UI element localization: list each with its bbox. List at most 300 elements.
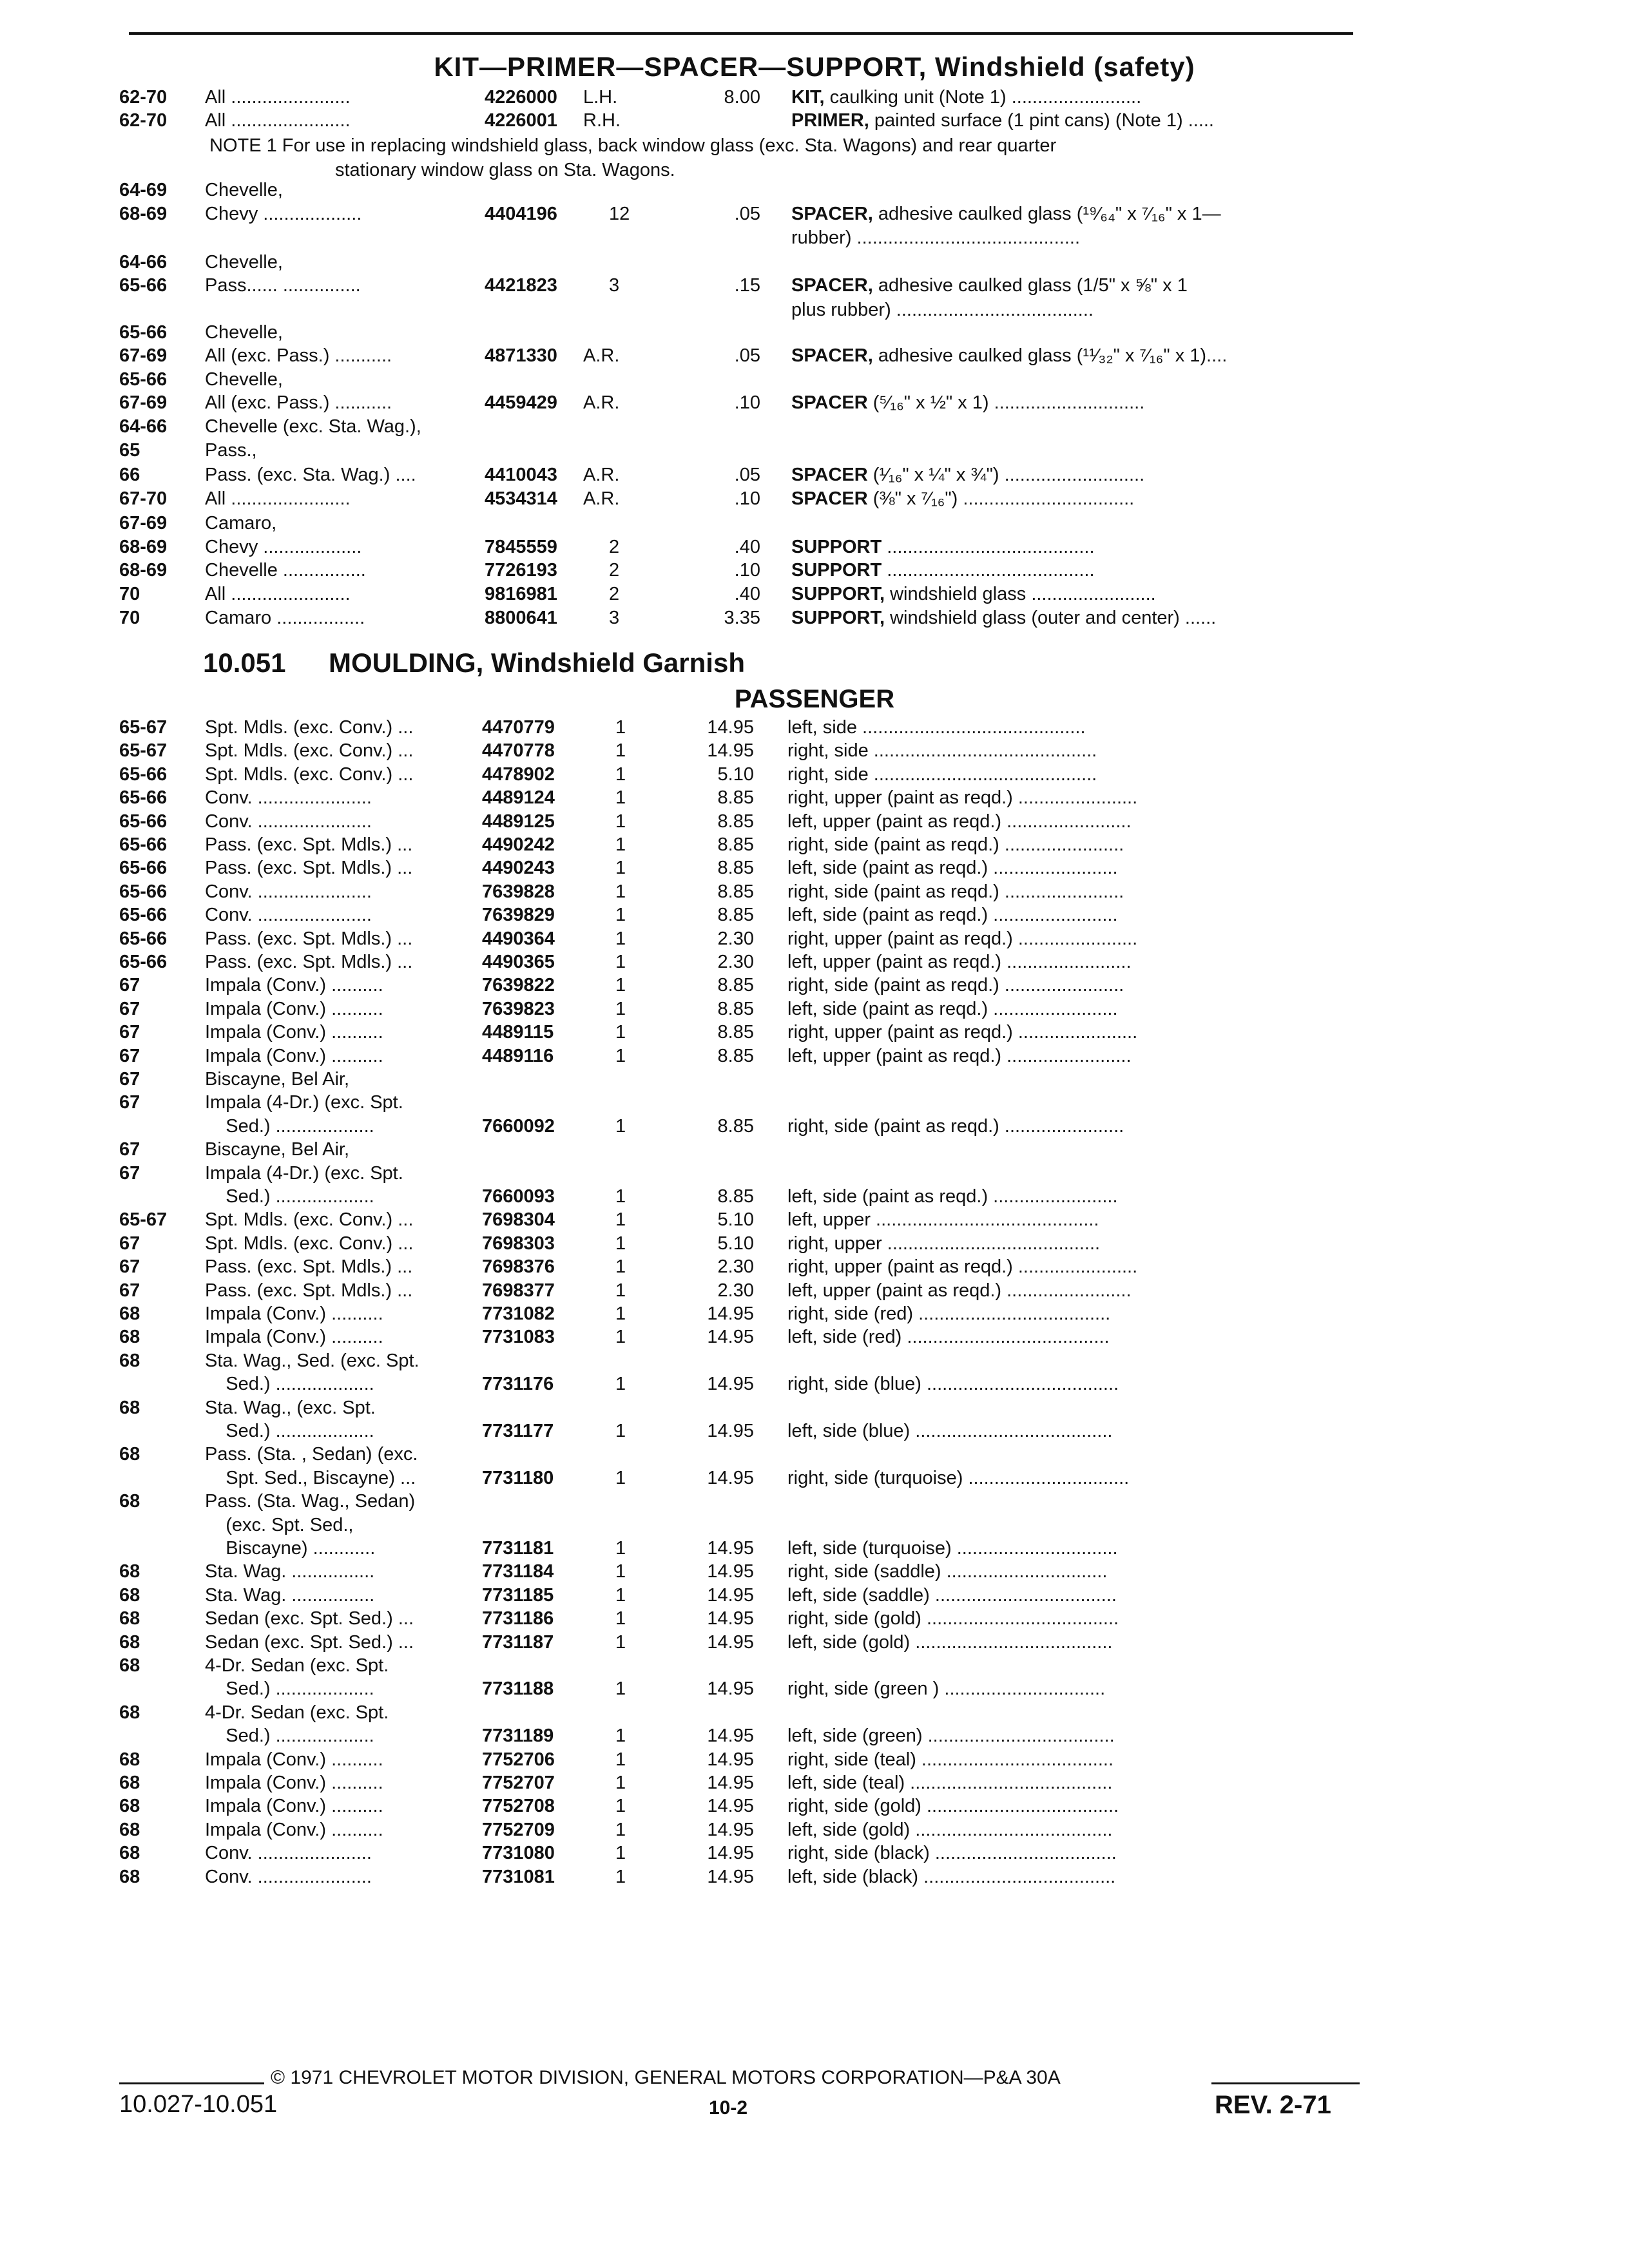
- part-number: 7731082: [482, 1303, 555, 1324]
- description-keyword: SPACER: [791, 465, 868, 485]
- description-keyword: SPACER,: [791, 275, 873, 296]
- application: Pass. (exc. Spt. Mdls.) ...: [205, 858, 413, 879]
- part-number: 4470779: [482, 717, 555, 738]
- price: 8.85: [717, 998, 754, 1019]
- kit-row: [0, 85, 1629, 110]
- year-range: 65-67: [119, 717, 168, 738]
- quantity: 1: [615, 1631, 626, 1653]
- quantity: 1: [615, 787, 626, 809]
- description: right, side (teal) .....................................: [787, 1749, 1114, 1770]
- price: 14.95: [707, 1608, 754, 1629]
- price: 8.85: [717, 858, 754, 879]
- quantity: 1: [615, 1421, 626, 1441]
- application: Impala (Conv.) ..........: [205, 1303, 383, 1324]
- moulding-row: [0, 1161, 1629, 1186]
- application: Impala (4-Dr.) (exc. Spt.: [205, 1092, 403, 1113]
- quantity: 1: [615, 740, 626, 762]
- moulding-row: [0, 1653, 1629, 1678]
- part-number: 7731181: [482, 1538, 554, 1559]
- application: All (exc. Pass.) ...........: [205, 392, 392, 413]
- price: .10: [734, 392, 760, 413]
- moulding-row: [0, 1865, 1629, 1889]
- year-range: 65-66: [119, 952, 168, 972]
- application: Sed.) ...................: [205, 1115, 374, 1137]
- moulding-row: [0, 1442, 1629, 1466]
- description: left, side (turquoise) ...............................: [787, 1538, 1118, 1559]
- moulding-row: [0, 1044, 1629, 1068]
- year-range: 70: [119, 608, 140, 628]
- year-range: 65-66: [119, 787, 168, 809]
- part-number: 7698303: [482, 1233, 555, 1254]
- kit-row: [0, 273, 1629, 298]
- quantity: 1: [615, 858, 626, 879]
- part-number: 7731081: [482, 1866, 555, 1887]
- description: [791, 463, 1358, 487]
- quantity: 1: [615, 975, 626, 996]
- year-range: 68: [119, 1819, 140, 1840]
- year-range: 65-67: [119, 1209, 168, 1231]
- price: 14.95: [707, 1584, 754, 1606]
- application: Chevelle,: [205, 252, 283, 273]
- description: right, upper (paint as reqd.) .......................: [787, 1022, 1138, 1043]
- year-range: 68: [119, 1749, 140, 1770]
- moulding-row: [0, 973, 1629, 997]
- application: Spt. Mdls. (exc. Conv.) ...: [205, 1233, 414, 1254]
- price: 14.95: [707, 740, 754, 762]
- moulding-row: [0, 1231, 1629, 1256]
- description: right, side (turquoise) ...............................: [787, 1467, 1130, 1488]
- year-range: 67-69: [119, 513, 168, 533]
- description: left, upper (paint as reqd.) ........................: [787, 1045, 1132, 1066]
- year-range: 66: [119, 465, 140, 485]
- application: Impala (Conv.) ..........: [205, 1022, 383, 1043]
- application: Chevelle,: [205, 369, 283, 390]
- description: [791, 390, 1358, 415]
- year-range: 68: [119, 1796, 140, 1817]
- application: All .......................: [205, 87, 351, 108]
- application: Pass. (exc. Spt. Mdls.) ...: [205, 1256, 413, 1278]
- quantity: 12: [609, 204, 630, 224]
- description-keyword: SPACER,: [791, 204, 873, 224]
- part-number: 7731185: [482, 1584, 554, 1606]
- application: Conv. ......................: [205, 787, 372, 809]
- application: Camaro .................: [205, 608, 365, 628]
- description: right, upper (paint as reqd.) .......................: [787, 1256, 1138, 1278]
- application: Pass. (exc. Spt. Mdls.) ...: [205, 1280, 413, 1301]
- description-text: adhesive caulked glass (1/5" x ⅝" x 1: [872, 275, 1188, 296]
- kit-row: [0, 202, 1629, 226]
- description: left, side ...........................................: [787, 717, 1086, 738]
- year-range: 67: [119, 1233, 140, 1254]
- quantity: 1: [615, 1608, 626, 1629]
- part-number: 7698377: [482, 1280, 555, 1301]
- price: 14.95: [707, 1773, 754, 1793]
- part-number: 7731080: [482, 1843, 555, 1864]
- moulding-row: [0, 997, 1629, 1021]
- kit-row: [0, 178, 1629, 202]
- year-range: 67: [119, 1092, 140, 1113]
- application: Spt. Mdls. (exc. Conv.) ...: [205, 764, 414, 785]
- moulding-row: [0, 1137, 1629, 1162]
- year-range: 68: [119, 1491, 140, 1512]
- footer-copyright: © 1971 CHEVROLET MOTOR DIVISION, GENERAL MOTORS CORPORATION—P&A 30A: [271, 2067, 1061, 2088]
- quantity: 1: [615, 1796, 626, 1817]
- price: 14.95: [707, 1538, 754, 1559]
- moulding-row: [0, 1677, 1629, 1701]
- application: Pass. (Sta. Wag., Sedan): [205, 1491, 416, 1512]
- moulding-row: [0, 785, 1629, 810]
- moulding-row: [0, 1396, 1629, 1420]
- part-number: 4421823: [485, 275, 557, 296]
- year-range: 65-66: [119, 858, 168, 879]
- moulding-row: [0, 1489, 1629, 1514]
- footer-rule-left: [119, 2082, 264, 2084]
- description: right, side ...........................................: [787, 764, 1097, 785]
- kit-row: [0, 250, 1629, 274]
- application: Chevy ...................: [205, 204, 362, 224]
- price: 2.30: [717, 1280, 754, 1301]
- application: Camaro,: [205, 513, 277, 533]
- part-side: A.R.: [583, 465, 620, 485]
- part-number: 9816981: [485, 584, 557, 604]
- price: 2.30: [717, 952, 754, 972]
- year-range: 67-70: [119, 488, 168, 509]
- description: right, side (paint as reqd.) .......................: [787, 1115, 1124, 1137]
- description: left, side (paint as reqd.) ........................: [787, 1186, 1118, 1207]
- year-range: 64-66: [119, 252, 168, 273]
- application: Sta. Wag. ................: [205, 1561, 375, 1582]
- year-range: 67-69: [119, 345, 168, 366]
- year-range: 67: [119, 1022, 140, 1043]
- price: 5.10: [717, 1233, 754, 1254]
- application: Impala (Conv.) ..........: [205, 1819, 383, 1840]
- description: [791, 582, 1358, 606]
- moulding-row: [0, 715, 1629, 740]
- quantity: 1: [615, 764, 626, 785]
- part-number: 7752707: [482, 1773, 555, 1793]
- price: 8.85: [717, 1022, 754, 1043]
- moulding-row: [0, 1700, 1629, 1725]
- part-number: 4490243: [482, 858, 555, 879]
- year-range: 67: [119, 1256, 140, 1278]
- description-text: adhesive caulked glass (¹⁹⁄₆₄" x ⁷⁄₁₆" x 1—: [872, 204, 1221, 224]
- part-number: 7639828: [482, 881, 555, 902]
- part-number: 4490242: [482, 834, 555, 855]
- kit-row: [0, 320, 1629, 345]
- year-range: 62-70: [119, 110, 168, 131]
- application: Sed.) ...................: [205, 1678, 374, 1700]
- year-range: 68: [119, 1584, 140, 1606]
- year-range: 65-66: [119, 811, 168, 832]
- price: 14.95: [707, 1725, 754, 1747]
- kit-row: [0, 414, 1629, 439]
- moulding-row: [0, 1090, 1629, 1115]
- application: Conv. ......................: [205, 1843, 372, 1864]
- part-number: 4478902: [482, 764, 555, 785]
- part-number: 7726193: [485, 560, 557, 581]
- description: left, side (saddle) ...................................: [787, 1584, 1117, 1606]
- application: (exc. Spt. Sed.,: [205, 1514, 354, 1535]
- application: Biscayne, Bel Air,: [205, 1139, 350, 1160]
- description: left, side (paint as reqd.) ........................: [787, 858, 1118, 879]
- description: right, upper (paint as reqd.) .......................: [787, 928, 1138, 949]
- year-range: 68: [119, 1303, 140, 1324]
- year-range: 67: [119, 975, 140, 996]
- application: All .......................: [205, 110, 351, 131]
- moulding-row: [0, 950, 1629, 974]
- description-keyword: SUPPORT: [791, 560, 882, 581]
- description: [791, 202, 1358, 226]
- footer-page-number: 10-2: [709, 2097, 748, 2119]
- moulding-row: [0, 762, 1629, 787]
- moulding-row: [0, 1841, 1629, 1865]
- application: Sed.) ...................: [205, 1421, 374, 1441]
- year-range: 65-66: [119, 369, 168, 390]
- year-range: 65-66: [119, 905, 168, 926]
- note-line-1: NOTE 1 For use in replacing windshield glass, back window glass (exc. Sta. Wagons) and rear quarter: [209, 135, 1057, 156]
- quantity: 1: [615, 1256, 626, 1278]
- description-text: caulking unit (Note 1) .........................: [824, 87, 1142, 108]
- description-keyword: SPACER,: [791, 345, 873, 366]
- part-side: A.R.: [583, 488, 620, 509]
- quantity: 1: [615, 717, 626, 738]
- application: Impala (Conv.) ..........: [205, 1327, 383, 1348]
- part-number: 7752706: [482, 1749, 555, 1770]
- quantity: 1: [615, 1773, 626, 1793]
- kit-row: [0, 438, 1629, 463]
- year-range: 68: [119, 1327, 140, 1348]
- description: left, upper (paint as reqd.) ........................: [787, 1280, 1132, 1301]
- application: Pass. (exc. Spt. Mdls.) ...: [205, 834, 413, 855]
- section-number: 10.051: [203, 648, 286, 678]
- moulding-row: [0, 809, 1629, 834]
- quantity: 1: [615, 1209, 626, 1231]
- footer-rule-right: [1211, 2082, 1360, 2084]
- note-line-2: stationary window glass on Sta. Wagons.: [335, 160, 675, 180]
- moulding-row: [0, 1606, 1629, 1631]
- part-number: 7639829: [482, 905, 555, 926]
- section-heading-kit-primer-spacer-support: KIT—PRIMER—SPACER—SUPPORT, Windshield (safety): [434, 52, 1195, 82]
- description: [791, 558, 1358, 582]
- description-keyword: SUPPORT: [791, 537, 882, 557]
- part-number: 4489116: [482, 1045, 554, 1066]
- description: right, upper .........................................: [787, 1233, 1101, 1254]
- moulding-row: [0, 738, 1629, 763]
- application: Pass...... ...............: [205, 275, 361, 296]
- kit-row: [0, 298, 1629, 322]
- quantity: 1: [615, 1045, 626, 1066]
- quantity: 3: [609, 608, 620, 628]
- application: Impala (Conv.) ..........: [205, 1796, 383, 1817]
- quantity: 1: [615, 905, 626, 926]
- application: Impala (Conv.) ..........: [205, 1749, 383, 1770]
- application: Impala (Conv.) ..........: [205, 975, 383, 996]
- price: 14.95: [707, 1327, 754, 1348]
- description: [791, 108, 1358, 133]
- part-number: 4489124: [482, 787, 555, 809]
- year-range: 70: [119, 584, 140, 604]
- description: left, upper (paint as reqd.) ........................: [787, 952, 1132, 972]
- year-range: 62-70: [119, 87, 168, 108]
- part-number: 4490365: [482, 952, 555, 972]
- application: Pass. (exc. Spt. Mdls.) ...: [205, 928, 413, 949]
- moulding-row: [0, 1278, 1629, 1303]
- description: left, side (gold) ......................................: [787, 1631, 1113, 1653]
- part-number: 7731083: [482, 1327, 555, 1348]
- application: Spt. Mdls. (exc. Conv.) ...: [205, 717, 414, 738]
- top-rule: [129, 32, 1353, 35]
- kit-row: [0, 558, 1629, 582]
- description: right, side (blue) .....................................: [787, 1374, 1119, 1395]
- year-range: 68: [119, 1773, 140, 1793]
- year-range: 65-66: [119, 275, 168, 296]
- moulding-row: [0, 1513, 1629, 1537]
- part-number: 7660092: [482, 1115, 555, 1137]
- part-side: A.R.: [583, 392, 620, 413]
- part-number: 8800641: [485, 608, 557, 628]
- kit-row: [0, 463, 1629, 487]
- part-number: 4410043: [485, 465, 557, 485]
- part-number: 4489125: [482, 811, 555, 832]
- kit-row: [0, 226, 1629, 250]
- quantity: 1: [615, 1280, 626, 1301]
- part-number: 4871330: [485, 345, 557, 366]
- application: Conv. ......................: [205, 1866, 372, 1887]
- part-number: 4490364: [482, 928, 555, 949]
- description: [791, 298, 1358, 322]
- quantity: 1: [615, 1186, 626, 1207]
- application: Sta. Wag., Sed. (exc. Spt.: [205, 1350, 419, 1371]
- moulding-row: [0, 1372, 1629, 1396]
- application: Sed.) ...................: [205, 1725, 374, 1747]
- quantity: 1: [615, 1374, 626, 1395]
- price: 14.95: [707, 1561, 754, 1582]
- price: 14.95: [707, 1374, 754, 1395]
- footer-section-range: 10.027-10.051: [119, 2091, 278, 2118]
- moulding-row: [0, 1630, 1629, 1655]
- part-number: 4470778: [482, 740, 555, 762]
- year-range: 65-66: [119, 834, 168, 855]
- year-range: 68: [119, 1843, 140, 1864]
- year-range: 65-66: [119, 764, 168, 785]
- part-number: 4404196: [485, 204, 557, 224]
- price: 8.00: [724, 87, 760, 108]
- year-range: 68: [119, 1350, 140, 1371]
- description-keyword: SUPPORT,: [791, 584, 885, 604]
- application: All (exc. Pass.) ...........: [205, 345, 392, 366]
- part-number: 7845559: [485, 537, 557, 557]
- description-keyword: PRIMER,: [791, 110, 869, 131]
- part-number: 7698304: [482, 1209, 555, 1231]
- part-number: 4226001: [485, 110, 557, 131]
- application: Biscayne, Bel Air,: [205, 1069, 350, 1090]
- application: Spt. Mdls. (exc. Conv.) ...: [205, 740, 414, 762]
- moulding-row: [0, 1349, 1629, 1373]
- description-text: (¹⁄₁₆" x ¼" x ¾") ...........................: [867, 465, 1145, 485]
- year-range: 68: [119, 1631, 140, 1653]
- year-range: 65-67: [119, 740, 168, 762]
- application: Pass. (exc. Sta. Wag.) ....: [205, 465, 416, 485]
- year-range: 67: [119, 1162, 140, 1184]
- year-range: 67: [119, 1139, 140, 1160]
- description: right, side (paint as reqd.) .......................: [787, 834, 1124, 855]
- part-number: 7731186: [482, 1608, 554, 1629]
- year-range: 64-66: [119, 416, 168, 437]
- part-number: 4459429: [485, 392, 557, 413]
- quantity: 1: [615, 1678, 626, 1700]
- price: 14.95: [707, 1678, 754, 1700]
- description: left, side (gold) ......................................: [787, 1819, 1113, 1840]
- year-range: 68: [119, 1608, 140, 1629]
- footer-revision: REV. 2-71: [1215, 2091, 1331, 2119]
- moulding-row: [0, 832, 1629, 857]
- moulding-row: [0, 1771, 1629, 1795]
- description: left, upper ...........................................: [787, 1209, 1099, 1231]
- kit-row: [0, 606, 1629, 630]
- year-range: 65: [119, 440, 140, 461]
- year-range: 67-69: [119, 392, 168, 413]
- moulding-row: [0, 1020, 1629, 1044]
- application: Spt. Mdls. (exc. Conv.) ...: [205, 1209, 414, 1231]
- application: All .......................: [205, 488, 351, 509]
- price: 8.85: [717, 811, 754, 832]
- moulding-row: [0, 1466, 1629, 1490]
- moulding-row: [0, 927, 1629, 951]
- moulding-row: [0, 1747, 1629, 1772]
- description-text: (⁵⁄₁₆" x ½" x 1) .............................: [867, 392, 1145, 413]
- price: .10: [734, 560, 760, 581]
- kit-row: [0, 511, 1629, 535]
- year-range: 64-69: [119, 180, 168, 200]
- description-text: adhesive caulked glass (¹¹⁄₃₂" x ⁷⁄₁₆" x 1)....: [872, 345, 1228, 366]
- application: Chevelle ................: [205, 560, 366, 581]
- kit-row: [0, 535, 1629, 559]
- price: 8.85: [717, 834, 754, 855]
- application: Chevelle,: [205, 322, 283, 343]
- moulding-row: [0, 1254, 1629, 1279]
- part-side: R.H.: [583, 110, 621, 131]
- part-number: 7731187: [482, 1631, 554, 1653]
- price: .40: [734, 537, 760, 557]
- description: left, side (paint as reqd.) ........................: [787, 905, 1118, 926]
- application: Conv. ......................: [205, 811, 372, 832]
- quantity: 1: [615, 834, 626, 855]
- price: 14.95: [707, 1467, 754, 1488]
- section-title: MOULDING, Windshield Garnish: [329, 648, 745, 678]
- year-range: 68: [119, 1866, 140, 1887]
- price: 8.85: [717, 1186, 754, 1207]
- description: left, side (paint as reqd.) ........................: [787, 998, 1118, 1019]
- application: Sedan (exc. Spt. Sed.) ...: [205, 1631, 414, 1653]
- description-text: plus rubber) ......................................: [791, 300, 1094, 320]
- quantity: 1: [615, 1303, 626, 1324]
- quantity: 1: [615, 1749, 626, 1770]
- quantity: 1: [615, 1467, 626, 1488]
- application: Pass.,: [205, 440, 257, 461]
- description: right, side (paint as reqd.) .......................: [787, 975, 1124, 996]
- description: [791, 343, 1358, 368]
- quantity: 1: [615, 1725, 626, 1747]
- description: left, side (green) ....................................: [787, 1725, 1115, 1747]
- description: right, side (black) ...................................: [787, 1843, 1117, 1864]
- moulding-row: [0, 1207, 1629, 1232]
- price: .15: [734, 275, 760, 296]
- application: Impala (Conv.) ..........: [205, 998, 383, 1019]
- part-number: 4226000: [485, 87, 557, 108]
- year-range: 68-69: [119, 560, 168, 581]
- part-number: 7731180: [482, 1467, 554, 1488]
- moulding-row: [0, 856, 1629, 880]
